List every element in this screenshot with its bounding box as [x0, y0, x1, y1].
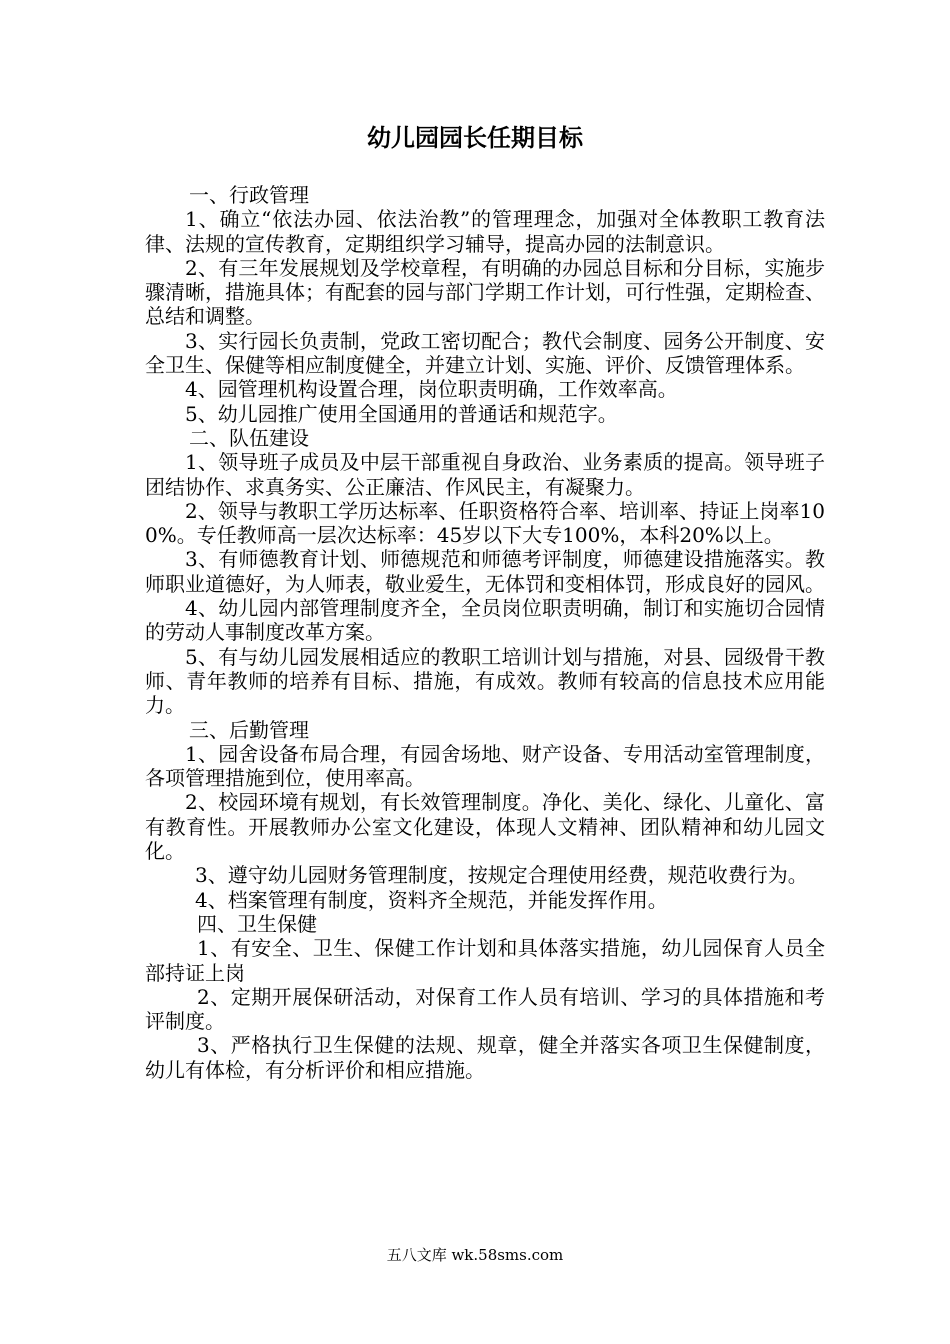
paragraph: 4、档案管理有制度，资料齐全规范，并能发挥作用。	[195, 887, 668, 912]
section-heading-logistics: 三、后勤管理	[189, 717, 309, 742]
paragraph: 3、有师德教育计划、师德规范和师德考评制度，师德建设措施落实。教师职业道德好，为人师表，敬业爱生，无体罚和变相体罚，形成良好的园风。	[145, 547, 825, 596]
paragraph: 2、领导与教职工学历达标率、任职资格符合率、培训率、持证上岗率100%。专任教师高一层次达标率：45岁以下大专100%，本科20%以上。	[145, 498, 825, 548]
paragraph: 5、幼儿园推广使用全国通用的普通话和规范字。	[185, 401, 618, 426]
paragraph: 3、实行园长负责制，党政工密切配合；教代会制度、园务公开制度、安全卫生、保健等相应制度健全，并建立计划、实施、评价、反馈管理体系。	[145, 328, 825, 378]
paragraph: 2、有三年发展规划及学校章程，有明确的办园总目标和分目标，实施步骤清晰，措施具体；有配套的园与部门学期工作计划，可行性强，定期检查、总结和调整。	[145, 255, 825, 329]
document-body	[145, 183, 825, 1082]
paragraph: 1、有安全、卫生、保健工作计划和具体落实措施，幼儿园保育人员全部持证上岗	[145, 936, 825, 985]
paragraph: 2、校园环境有规划，有长效管理制度。净化、美化、绿化、儿童化、富有教育性。开展教师办公室文化建设，体现人文精神、团队精神和幼儿园文化。	[145, 790, 825, 864]
section-heading-health: 四、卫生保健	[197, 911, 317, 936]
paragraph: 1、园舍设备布局合理，有园舍场地、财产设备、专用活动室管理制度，各项管理措施到位，使用率高。	[145, 741, 825, 791]
paragraph: 5、有与幼儿园发展相适应的教职工培训计划与措施，对县、园级骨干教师、青年教师的培养有目标、措施，有成效。教师有较高的信息技术应用能力。	[145, 644, 825, 718]
document-title: 幼儿园园长任期目标	[367, 123, 583, 152]
paragraph: 3、遵守幼儿园财务管理制度，按规定合理使用经费，规范收费行为。	[195, 863, 808, 888]
section-heading-admin: 一、行政管理	[189, 183, 309, 207]
paragraph: 3、严格执行卫生保健的法规、规章，健全并落实各项卫生保健制度，幼儿有体检，有分析评价和相应措施。	[145, 1033, 825, 1082]
paragraph: 1、领导班子成员及中层干部重视自身政治、业务素质的提高。领导班子团结协作、求真务实、公正廉洁、作风民主，有凝聚力。	[145, 450, 825, 499]
paragraph: 2、定期开展保研活动，对保育工作人员有培训、学习的具体措施和考评制度。	[145, 984, 825, 1034]
section-heading-team: 二、队伍建设	[189, 425, 309, 450]
paragraph: 1、确立“依法办园、依法治教”的管理理念，加强对全体教职工教育法律、法规的宣传教育，定期组织学习辅导，提高办园的法制意识。	[145, 207, 825, 256]
paragraph: 4、园管理机构设置合理，岗位职责明确，工作效率高。	[185, 377, 678, 402]
paragraph: 4、幼儿园内部管理制度齐全，全员岗位职责明确，制订和实施切合园情的劳动人事制度改革方案。	[145, 596, 825, 645]
footer-watermark: 五八文库 wk.58sms.com	[386, 1246, 564, 1264]
